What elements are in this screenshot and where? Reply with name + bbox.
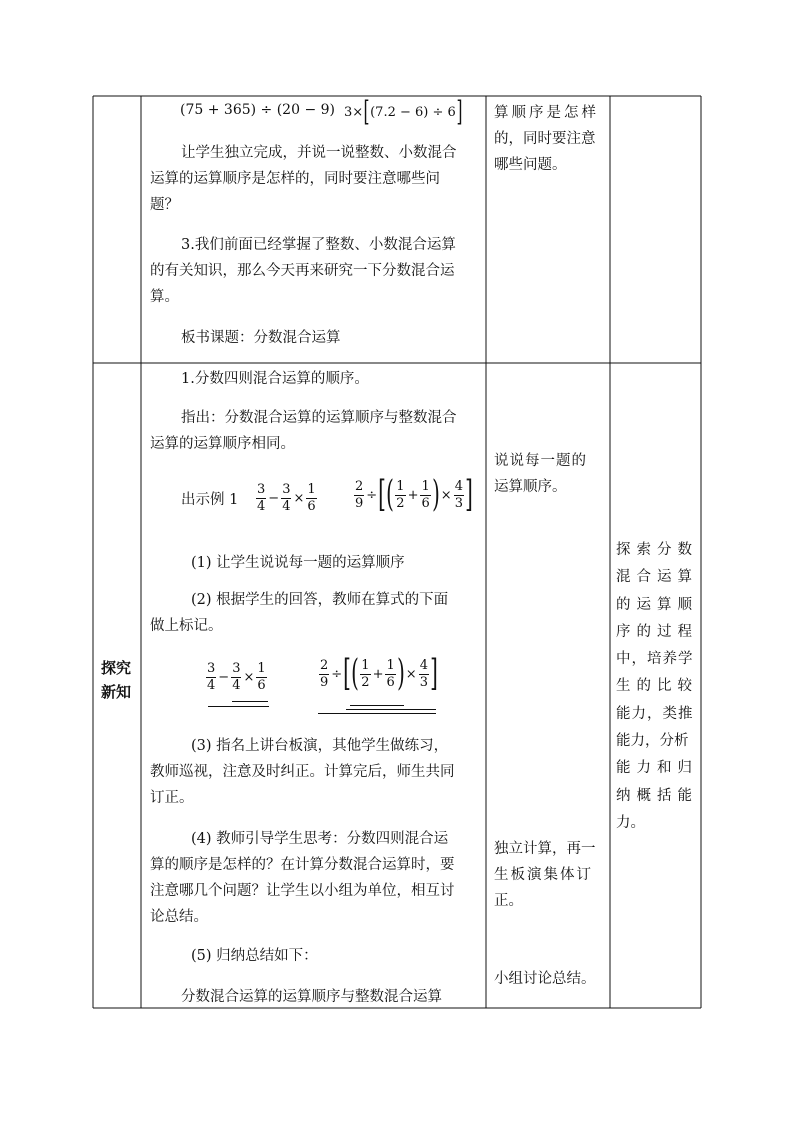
order-statement: 指出：分数混合运算的运算顺序与整数混合 运算的运算顺序相同。: [150, 410, 457, 452]
paragraph-review: 3.我们前面已经掌握了整数、小数混合运算 的有关知识，那么今天再来研究一下分数混合运 算。: [150, 237, 456, 305]
fraction: $\frac{1}{2}$: [361, 657, 370, 690]
fraction: $\frac{3}{4}$: [232, 661, 241, 693]
fraction: $\frac{4}{3}$: [419, 657, 428, 690]
example-formula-b: $\frac{2}{9}$ ÷[( $\frac{1}{2}$ + $\frac{1}{6}$ )× $\frac{4}{3}$ ]: [355, 474, 473, 515]
step-5: (5) 归纳总结如下：: [191, 948, 318, 964]
design-intent: 探索分数 混合运算 的运算顺 序的过程 中，培养学 生的比较 能力，类推 能力，分析 能力和归 纳概括能 力。: [616, 542, 698, 831]
formula-b: 3×[(7.2 − 6) ÷ 6]: [344, 95, 463, 128]
fraction: $\frac{3}{4}$: [207, 661, 216, 693]
fraction: $\frac{1}{6}$: [307, 482, 316, 514]
fraction: $\frac{4}{3}$: [454, 478, 463, 511]
example-label: 出示例 1: [181, 492, 239, 508]
step-2: (2) 根据学生的回答，教师在算式的下面 做上标记。: [150, 592, 449, 634]
summary-line: 分数混合运算的运算顺序与整数混合运算: [181, 989, 442, 1005]
fraction: $\frac{1}{6}$: [386, 657, 395, 690]
order-mark-line: [318, 713, 436, 714]
paragraph-independent-work: 让学生独立完成，并说一说整数、小数混合 运算的运算顺序是怎样的，同时要注意哪些问 题？: [150, 145, 457, 213]
fraction: $\frac{3}{4}$: [282, 482, 291, 514]
fraction: $\frac{2}{9}$: [320, 657, 329, 690]
student-activity-2: 说说每一题的 运算顺序。: [494, 453, 587, 495]
marked-formula-b: $\frac{2}{9}$ ÷[( $\frac{1}{2}$ + $\frac{1}{6}$ )× $\frac{4}{3}$ ]: [320, 653, 438, 694]
order-mark-line: [232, 701, 268, 702]
student-activity-4: 小组讨论总结。: [494, 971, 596, 987]
step-4: (4) 教师引导学生思考：分数四则混合运 算的顺序是怎样的？在计算分数混合运算时，要 注意哪几个问题？让学生以小组为单位，相互讨 论总结。: [150, 831, 455, 925]
formula-a: (75 + 365) ÷ (20 − 9): [180, 102, 335, 118]
order-mark-line: [208, 706, 269, 707]
example-formula-a: $\frac{3}{4}$ − $\frac{3}{4}$ × $\frac{1}{6}$: [257, 482, 316, 514]
fraction: $\frac{1}{6}$: [421, 478, 430, 511]
student-activity-1: 算顺序是怎样 的，同时要注意 哪些问题。: [494, 105, 599, 173]
step-1: (1) 让学生说说每一题的运算顺序: [191, 555, 405, 571]
order-heading: 1.分数四则混合运算的顺序。: [181, 371, 369, 387]
step-3: (3) 指名上讲台板演，其他学生做练习， 教师巡视，注意及时纠正。计算完后，师生共同 订正。: [150, 738, 455, 806]
section-label: 探究 新知: [101, 659, 132, 701]
fraction: $\frac{1}{2}$: [396, 478, 405, 511]
student-activity-3: 独立计算，再一 生板演集体订 正。: [494, 841, 596, 909]
fraction: $\frac{1}{6}$: [257, 661, 266, 693]
marked-formula-a: $\frac{3}{4}$ − $\frac{3}{4}$ × $\frac{1}{6}$: [207, 661, 266, 693]
fraction: $\frac{3}{4}$: [257, 482, 266, 514]
order-mark-line: [346, 709, 436, 710]
order-mark-line: [350, 705, 404, 706]
fraction: $\frac{2}{9}$: [355, 478, 364, 511]
board-title: 板书课题：分数混合运算: [181, 330, 341, 346]
